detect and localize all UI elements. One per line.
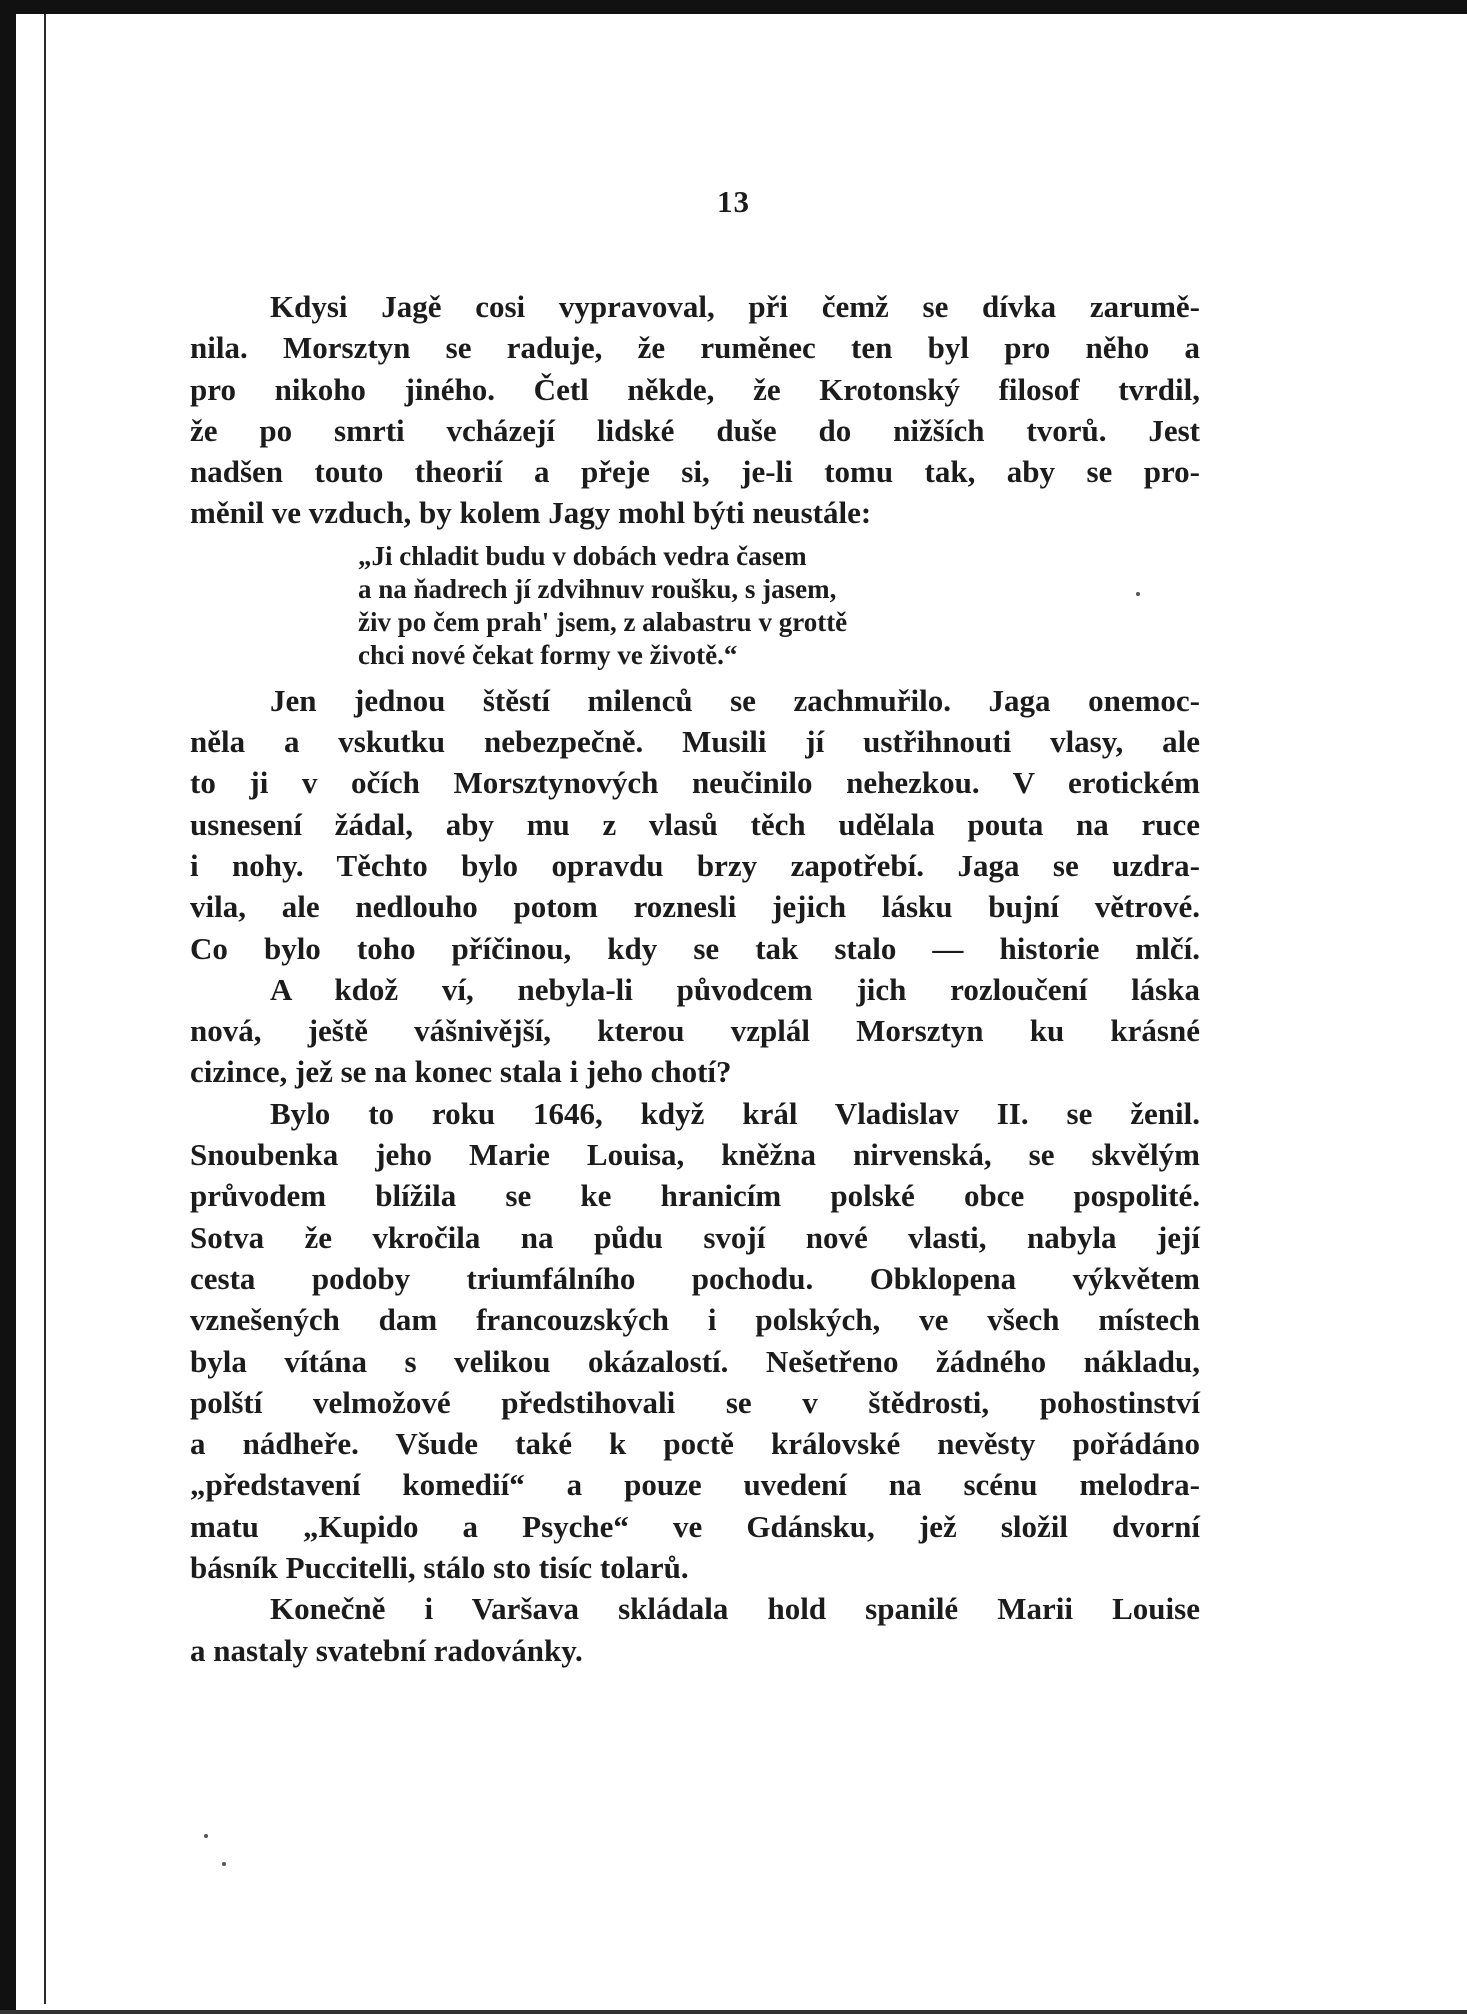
text-line: to ji v očích Morsztynových neučinilo nehezkou. V erotickém bbox=[190, 765, 1200, 801]
paragraph-4 bbox=[190, 1093, 1200, 1589]
scan-border-top bbox=[0, 0, 1467, 14]
poem-line: „Ji chladit budu v dobách vedra časem bbox=[358, 540, 807, 571]
text-line: matu „Kupido a Psyche“ ve Gdánsku, jež složil dvorní bbox=[190, 1508, 1200, 1544]
text-line: nová, ještě vášnivější, kterou vzplál Morsztyn ku krásné bbox=[190, 1013, 1200, 1049]
poem-line: živ po čem prah' jsem, z alabastru v grottě bbox=[358, 606, 848, 637]
text-line: „představení komedií“ a pouze uvedení na scénu melodra- bbox=[190, 1467, 1200, 1503]
text-line: že po smrti vcházejí lidské duše do nižších tvorů. Jest bbox=[190, 412, 1200, 448]
text-line: Co bylo toho příčinou, kdy se tak stalo — historie mlčí. bbox=[190, 930, 1200, 966]
poem-line: a na ňadrech jí zdvihnuv roušku, s jasem, bbox=[358, 573, 837, 604]
scan-border-left bbox=[0, 0, 16, 2014]
page-number: 13 bbox=[717, 184, 750, 219]
text-line: nadšen touto theorií a přeje si, je-li tomu tak, aby se pro- bbox=[190, 454, 1200, 490]
text-line: usnesení žádal, aby mu z vlasů těch udělala pouta na ruce bbox=[190, 806, 1200, 842]
page-body bbox=[190, 286, 1200, 1671]
text-line: Snoubenka jeho Marie Louisa, kněžna nirvenská, se skvělým bbox=[190, 1137, 1200, 1173]
poem-quote bbox=[358, 540, 1200, 672]
paragraph-2 bbox=[190, 680, 1200, 969]
scan-speck bbox=[222, 1862, 226, 1866]
text-line: a nastaly svatební radovánky. bbox=[190, 1632, 583, 1668]
text-line: průvodem blížila se ke hranicím polské obce pospolité. bbox=[190, 1178, 1200, 1214]
text-line: Sotva že vkročila na půdu svojí nové vlasti, nabyla její bbox=[190, 1219, 1200, 1255]
text-line: Kdysi Jagě cosi vypravoval, při čemž se dívka zarumě- bbox=[270, 289, 1200, 324]
text-line: Jen jednou štěstí milenců se zachmuřilo. Jaga onemoc- bbox=[270, 682, 1200, 718]
paragraph-1 bbox=[190, 286, 1200, 534]
text-line: měnil ve vzduch, by kolem Jagy mohl býti neustále: bbox=[190, 495, 872, 531]
text-line: A kdož ví, nebyla-li původcem jich rozloučení láska bbox=[270, 971, 1200, 1007]
text-line: cesta podoby triumfálního pochodu. Obklopena výkvětem bbox=[190, 1260, 1200, 1296]
text-line: básník Puccitelli, stálo sto tisíc tolarů. bbox=[190, 1550, 689, 1586]
text-line: Bylo to roku 1646, když král Vladislav II. se ženil. bbox=[270, 1095, 1200, 1131]
text-line: Konečně i Varšava skládala hold spanilé Marii Louise bbox=[270, 1591, 1200, 1627]
text-line: vznešených dam francouzských i polských, ve všech místech bbox=[190, 1302, 1200, 1338]
text-line: nila. Morsztyn se raduje, že ruměnec ten byl pro něho a bbox=[190, 330, 1200, 366]
scan-speck bbox=[204, 1834, 208, 1838]
text-line: cizince, jež se na konec stala i jeho chotí? bbox=[190, 1054, 732, 1090]
text-line: byla vítána s velikou okázalostí. Nešetřeno žádného nákladu, bbox=[190, 1343, 1200, 1379]
scan-edge-line bbox=[44, 14, 46, 2004]
poem-line: chci nové čekat formy ve životě.“ bbox=[358, 639, 738, 670]
text-line: i nohy. Těchto bylo opravdu brzy zapotřebí. Jaga se uzdra- bbox=[190, 847, 1200, 883]
paragraph-3 bbox=[190, 969, 1200, 1093]
text-line: polští velmožové předstihovali se v štědrosti, pohostinství bbox=[190, 1384, 1200, 1420]
text-line: vila, ale nedlouho potom roznesli jejich lásku bujní větrové. bbox=[190, 889, 1200, 925]
text-line: něla a vskutku nebezpečně. Musili jí ustřihnouti vlasy, ale bbox=[190, 724, 1200, 760]
text-line: a nádheře. Všude také k poctě královské nevěsty pořádáno bbox=[190, 1426, 1200, 1462]
text-line: pro nikoho jiného. Četl někde, že Krotonský filosof tvrdil, bbox=[190, 371, 1200, 407]
paragraph-5 bbox=[190, 1588, 1200, 1671]
scan-border-bottom bbox=[0, 2010, 1467, 2014]
